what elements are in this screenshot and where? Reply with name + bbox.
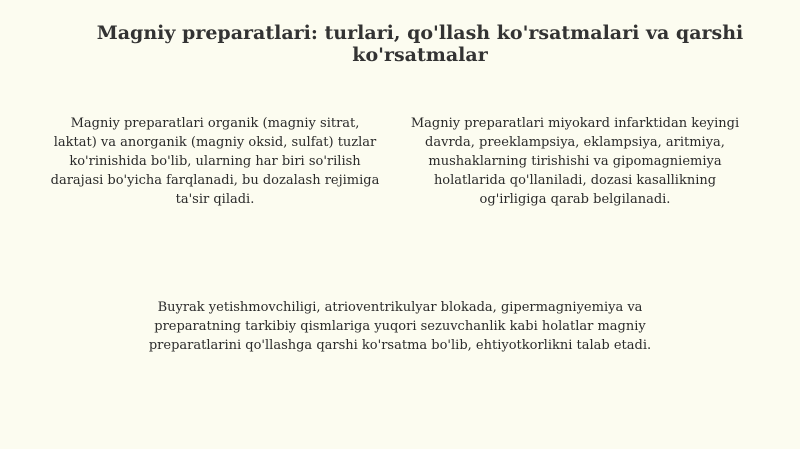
slide-title: Magniy preparatlari: turlari, qo'llash ko'rsatmalari va qarshi ko'rsatmalar — [96, 22, 744, 66]
types-text-block: Magniy preparatlari organik (magniy sitrat, laktat) va anorganik (magniy oksid, sulfat) tuzlar ko'rinishida bo'lib, ularning har biri so'rilish darajasi bo'yicha farqlanadi, bu dozalash rejimiga ta'sir qiladi. — [50, 116, 380, 207]
contraindications-text-block: Buyrak yetishmovchiligi, atrioventrikulyar blokada, gipermagniyemiya va preparatning tarkibiy qismlariga yuqori sezuvchanlik kabi holatlar magniy preparatlarini qo'llashga qarshi ko'rsatma bo'lib, ehtiyotkorlikni talab etadi. — [148, 300, 652, 353]
indications-text-block: Magniy preparatlari miyokard infarktidan keyingi davrda, preeklampsiya, eklampsiya, aritmiya, mushaklarning tirishishi va gipomagniemiya holatlarida qo'llaniladi, dozasi kasallikning og'irligiga qarab belgilanadi. — [410, 116, 740, 207]
